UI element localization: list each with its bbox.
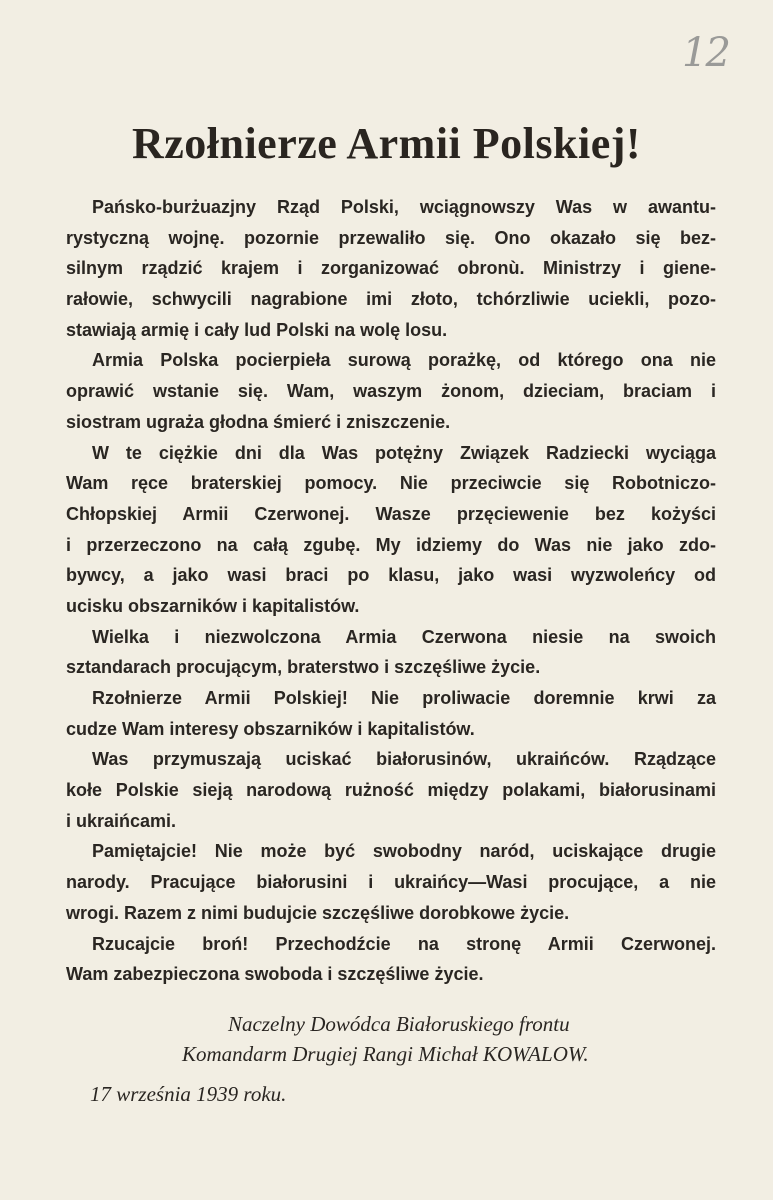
text-line: bywcy, a jako wasi braci po klasu, jako wasi wyzwoleńcy od bbox=[66, 565, 716, 586]
text-line: Wam ręce braterskiej pomocy. Nie przeciwcie się Robotniczo- bbox=[66, 473, 716, 494]
text-line: wrogi. Razem z nimi budujcie szczęśliwe dorobkowe życie. bbox=[66, 902, 570, 923]
paragraph bbox=[66, 345, 716, 437]
text-line: sztandarach procującym, braterstwo i szczęśliwe życie. bbox=[66, 657, 541, 678]
text-line: i ukraińcami. bbox=[66, 810, 177, 831]
text-line: kołe Polskie sieją narodową rużność między polakami, białorusinami bbox=[66, 780, 716, 801]
text-line: stawiają armię i cały lud Polski na wolę losu. bbox=[66, 319, 448, 340]
text-line: Was przymuszają uciskać białorusinów, ukraińców. Rządzące bbox=[92, 749, 716, 770]
text-line: rałowie, schwycili nagrabione imi złoto, tchórzliwie uciekli, pozo- bbox=[66, 289, 716, 310]
text-line: Pańsko-burżuazjny Rząd Polski, wciągnowszy Was w awantu- bbox=[92, 197, 716, 217]
text-line: Pamiętajcie! Nie może być swobodny naród, uciskające drugie bbox=[92, 841, 716, 862]
signature-line-1: Naczelny Dowódca Białoruskiego frontu bbox=[228, 1012, 570, 1036]
text-line: cudze Wam interesy obszarników i kapitalistów. bbox=[66, 718, 475, 739]
text-line: Wielka i niezwolczona Armia Czerwona niesie na swoich bbox=[92, 626, 716, 647]
text-line: i przerzeczono na całą zgubę. My idziemy do Was nie jako zdo- bbox=[66, 534, 716, 555]
text-line: siostram ugraża głodna śmierć i zniszczenie. bbox=[66, 411, 451, 432]
text-line: Chłopskiej Armii Czerwonej. Wasze przęciewenie bez kożyści bbox=[66, 503, 716, 524]
text-line: Wam zabezpieczona swoboda i szczęśliwe życie. bbox=[66, 964, 484, 985]
paragraph bbox=[66, 744, 716, 836]
paragraph bbox=[66, 192, 716, 345]
text-line: Armia Polska pocierpieła surową porażkę, od którego ona nie bbox=[92, 350, 716, 371]
paragraph bbox=[66, 622, 716, 683]
handwritten-page-number: 12 bbox=[682, 30, 729, 76]
text-line: Rzucajcie broń! Przechodźcie na stronę Armii Czerwonej. bbox=[92, 933, 716, 954]
text-line: rystyczną wojnę. pozornie przewaliło się. Ono okazało się bez- bbox=[66, 227, 716, 248]
signature-line-2: Komandarm Drugiej Rangi Michał KOWALOW. bbox=[182, 1042, 589, 1066]
paragraph bbox=[66, 438, 716, 622]
text-line: narody. Pracujące białorusini i ukraińcy—Wasi procujące, a nie bbox=[66, 872, 716, 893]
leaflet-body bbox=[66, 192, 716, 990]
leaflet-title: Rzołnierze Armii Polskiej! bbox=[131, 119, 642, 168]
text-line: ucisku obszarników i kapitalistów. bbox=[66, 595, 360, 616]
leaflet-date: 17 września 1939 roku. bbox=[90, 1082, 287, 1106]
paragraph bbox=[66, 836, 716, 928]
text-line: oprawić wstanie się. Wam, waszym żonom, dzieciam, braciam i bbox=[66, 381, 716, 402]
paragraph bbox=[66, 929, 716, 990]
text-line: W te ciężkie dni dla Was potężny Związek Radziecki wyciąga bbox=[92, 442, 716, 463]
text-line: Rzołnierze Armii Polskiej! Nie proliwacie doremnie krwi za bbox=[92, 688, 716, 708]
text-line: silnym rządzić krajem i zorganizować obronù. Ministrzy i giene- bbox=[66, 258, 716, 279]
paragraph bbox=[66, 683, 716, 744]
